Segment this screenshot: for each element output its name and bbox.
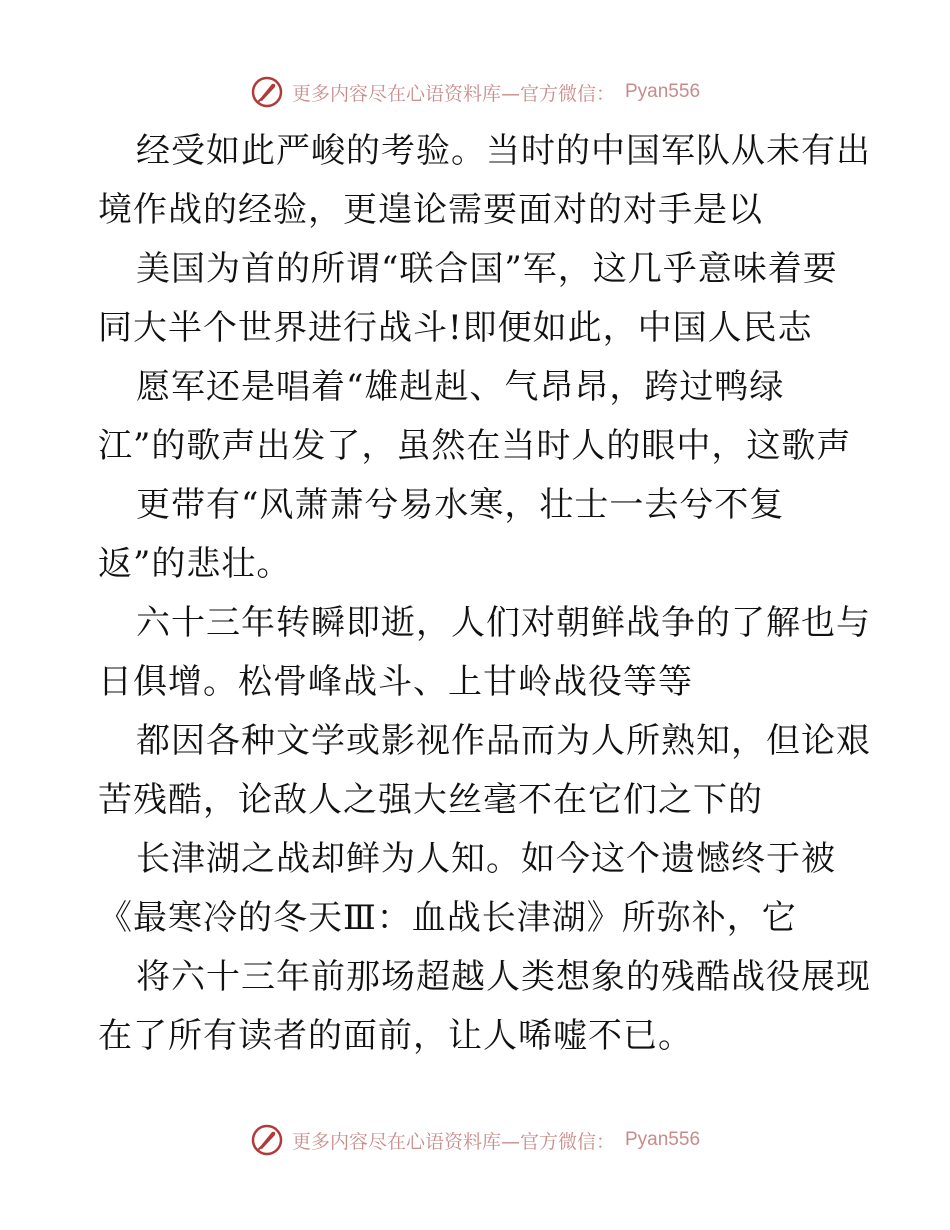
footer-watermark	[0, 1120, 950, 1160]
body-line: 在了所有读者的面前，让人唏嘘不已。	[98, 1016, 693, 1056]
watermark-handle: Pyan556	[625, 81, 701, 102]
feather-pen-icon	[250, 1123, 284, 1157]
watermark-handle: Pyan556	[625, 1129, 701, 1150]
body-line: 境作战的经验，更遑论需要面对的对手是以	[98, 190, 763, 230]
body-line: 愿军还是唱着“雄赳赳、气昂昂，跨过鸭绿	[136, 367, 785, 407]
body-line: 返”的悲壮。	[98, 544, 292, 584]
header-watermark	[0, 72, 950, 112]
body-line: 《最寒冷的冬天Ⅲ：血战长津湖》所弥补，它	[98, 898, 797, 938]
body-line: 同大半个世界进行战斗!即便如此，中国人民志	[98, 308, 813, 348]
watermark-text: 更多内容尽在心语资料库—官方微信：	[291, 82, 615, 105]
body-line: 美国为首的所谓“联合国”军，这几乎意味着要	[136, 249, 838, 289]
body-line: 苦残酷，论敌人之强大丝毫不在它们之下的	[98, 780, 763, 820]
document-body	[98, 122, 871, 1066]
body-line: 将六十三年前那场超越人类想象的残酷战役展现	[136, 957, 871, 997]
body-line: 六十三年转瞬即逝，人们对朝鲜战争的了解也与	[136, 603, 871, 643]
body-line: 江”的歌声出发了，虽然在当时人的眼中，这歌声	[98, 426, 852, 466]
body-line: 日俱增。松骨峰战斗、上甘岭战役等等	[98, 662, 693, 702]
feather-pen-icon	[250, 75, 284, 109]
body-line: 都因各种文学或影视作品而为人所熟知，但论艰	[136, 721, 871, 761]
body-line: 长津湖之战却鲜为人知。如今这个遗憾终于被	[136, 839, 836, 879]
watermark-text: 更多内容尽在心语资料库—官方微信：	[291, 1130, 615, 1153]
body-line: 更带有“风萧萧兮易水寒，壮士一去兮不复	[136, 485, 785, 525]
body-line: 经受如此严峻的考验。当时的中国军队从未有出	[136, 131, 871, 171]
